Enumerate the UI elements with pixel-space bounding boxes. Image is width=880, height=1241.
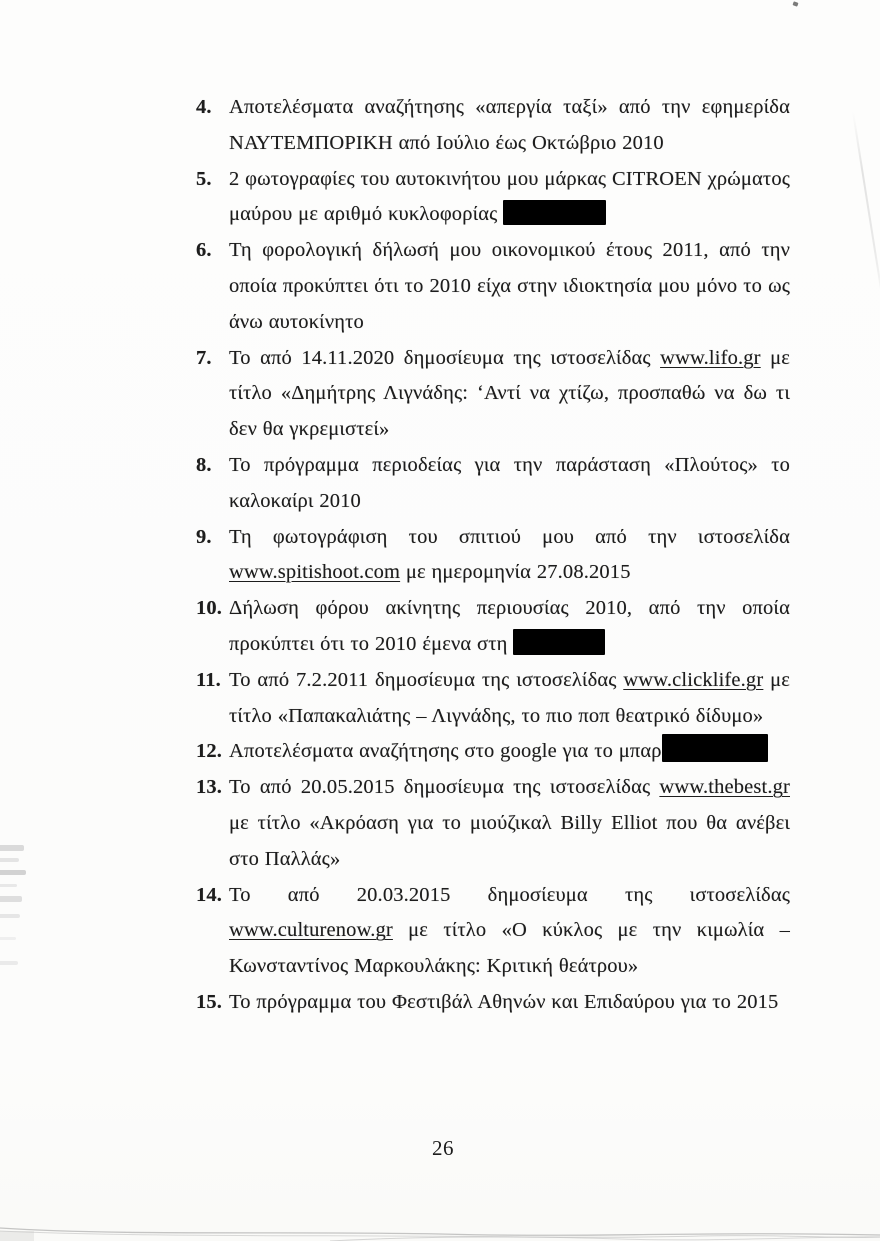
- list-item: [196, 591, 790, 663]
- list-item: [196, 734, 790, 770]
- item-number: 14.: [196, 883, 223, 906]
- item-text: Τη φορολογική δήλωσή μου οικονομικού έτους 2011, από την οποία προκύπτει ότι το 2010 είχα στην ιδιοκτησία μου μόνο το ως άνω αυτοκίνητο: [229, 239, 790, 333]
- scan-edge-streaks: [0, 845, 28, 1015]
- item-number: 4.: [196, 96, 212, 118]
- website-link: www.lifo.gr: [660, 346, 761, 369]
- item-number: 13.: [196, 776, 223, 799]
- item-text: Αποτελέσματα αναζήτησης στο google για το μπαρ: [229, 740, 662, 763]
- evidence-list: [196, 90, 790, 1021]
- redaction-box: [503, 200, 606, 225]
- item-text: με τίτλο «Ο κύκλος με την κιμωλία – Κωνσταντίνος Μαρκουλάκης: Κριτική θεάτρου»: [229, 919, 790, 978]
- item-text: Δήλωση φόρου ακίνητης περιουσίας 2010, από την οποία προκύπτει ότι το 2010 έμενα στη: [229, 597, 790, 655]
- redaction-box: [513, 629, 605, 655]
- item-text: με τίτλο «Ακρόαση για το μιούζικαλ Billy Elliot που θα ανέβει στο Παλλάς»: [229, 811, 790, 870]
- list-item: [196, 341, 790, 448]
- item-text: Το πρόγραμμα περιοδείας για την παράσταση «Πλούτος» το καλοκαίρι 2010: [229, 453, 790, 512]
- scan-speck: [792, 1, 798, 6]
- list-item: [196, 520, 790, 592]
- item-text: Αποτελέσματα αναζήτησης «απεργία ταξί» από την εφημερίδα ΝΑΥΤΕΜΠΟΡΙΚΗ από Ιούλιο έως Οκτώβριο 2010: [229, 96, 790, 154]
- list-item: [196, 663, 790, 735]
- list-item: [196, 878, 790, 985]
- item-text: Τη φωτογράφιση του σπιτιού μου από την ιστοσελίδα: [229, 525, 790, 548]
- item-text: με τίτλο «Παπακαλιάτης – Λιγνάδης, το πιο ποπ θεατρικό δίδυμο»: [229, 668, 790, 727]
- item-text: Το από 20.05.2015 δημοσίευμα της ιστοσελίδας: [229, 776, 660, 799]
- list-item: [196, 985, 790, 1021]
- redaction-box: [662, 734, 768, 762]
- item-text: Το από 7.2.2011 δημοσίευμα της ιστοσελίδας: [229, 668, 624, 691]
- website-link: www.clicklife.gr: [623, 668, 764, 691]
- item-number: 6.: [196, 239, 212, 262]
- item-text: Το από 14.11.2020 δημοσίευμα της ιστοσελίδας: [229, 346, 661, 369]
- list-item: [196, 770, 790, 877]
- item-text: Το πρόγραμμα του Φεστιβάλ Αθηνών και Επιδαύρου για το 2015: [229, 990, 779, 1013]
- list-item: [196, 90, 790, 162]
- page-number: 26: [432, 1136, 454, 1160]
- website-link: www.thebest.gr: [659, 776, 790, 799]
- item-number: 7.: [196, 346, 212, 369]
- list-item: [196, 233, 790, 340]
- scan-bottom-wrinkle: [0, 1195, 880, 1241]
- website-link: www.culturenow.gr: [229, 919, 393, 942]
- item-number: 12.: [196, 740, 223, 763]
- list-item: [196, 162, 790, 234]
- website-link: www.spitishoot.com: [229, 561, 401, 584]
- item-number: 15.: [196, 990, 223, 1013]
- scan-crease: [852, 112, 880, 310]
- list-item: [196, 448, 790, 520]
- item-number: 8.: [196, 453, 212, 476]
- item-text: Το από 20.03.2015 δημοσίευμα της ιστοσελίδας: [229, 883, 790, 906]
- item-text: με τίτλο «Δημήτρης Λιγνάδης: ‘Αντί να χτίζω, προσπαθώ να δω τι δεν θα γκρεμιστεί»: [229, 346, 790, 441]
- item-number: 5.: [196, 167, 212, 190]
- item-number: 9.: [196, 525, 212, 548]
- item-text: 2 φωτογραφίες του αυτοκινήτου μου μάρκας CITROEN χρώματος μαύρου με αριθμό κυκλοφορίας: [229, 167, 790, 226]
- item-number: 10.: [196, 597, 223, 620]
- item-text: με ημερομηνία 27.08.2015: [400, 561, 631, 584]
- item-number: 11.: [196, 668, 221, 691]
